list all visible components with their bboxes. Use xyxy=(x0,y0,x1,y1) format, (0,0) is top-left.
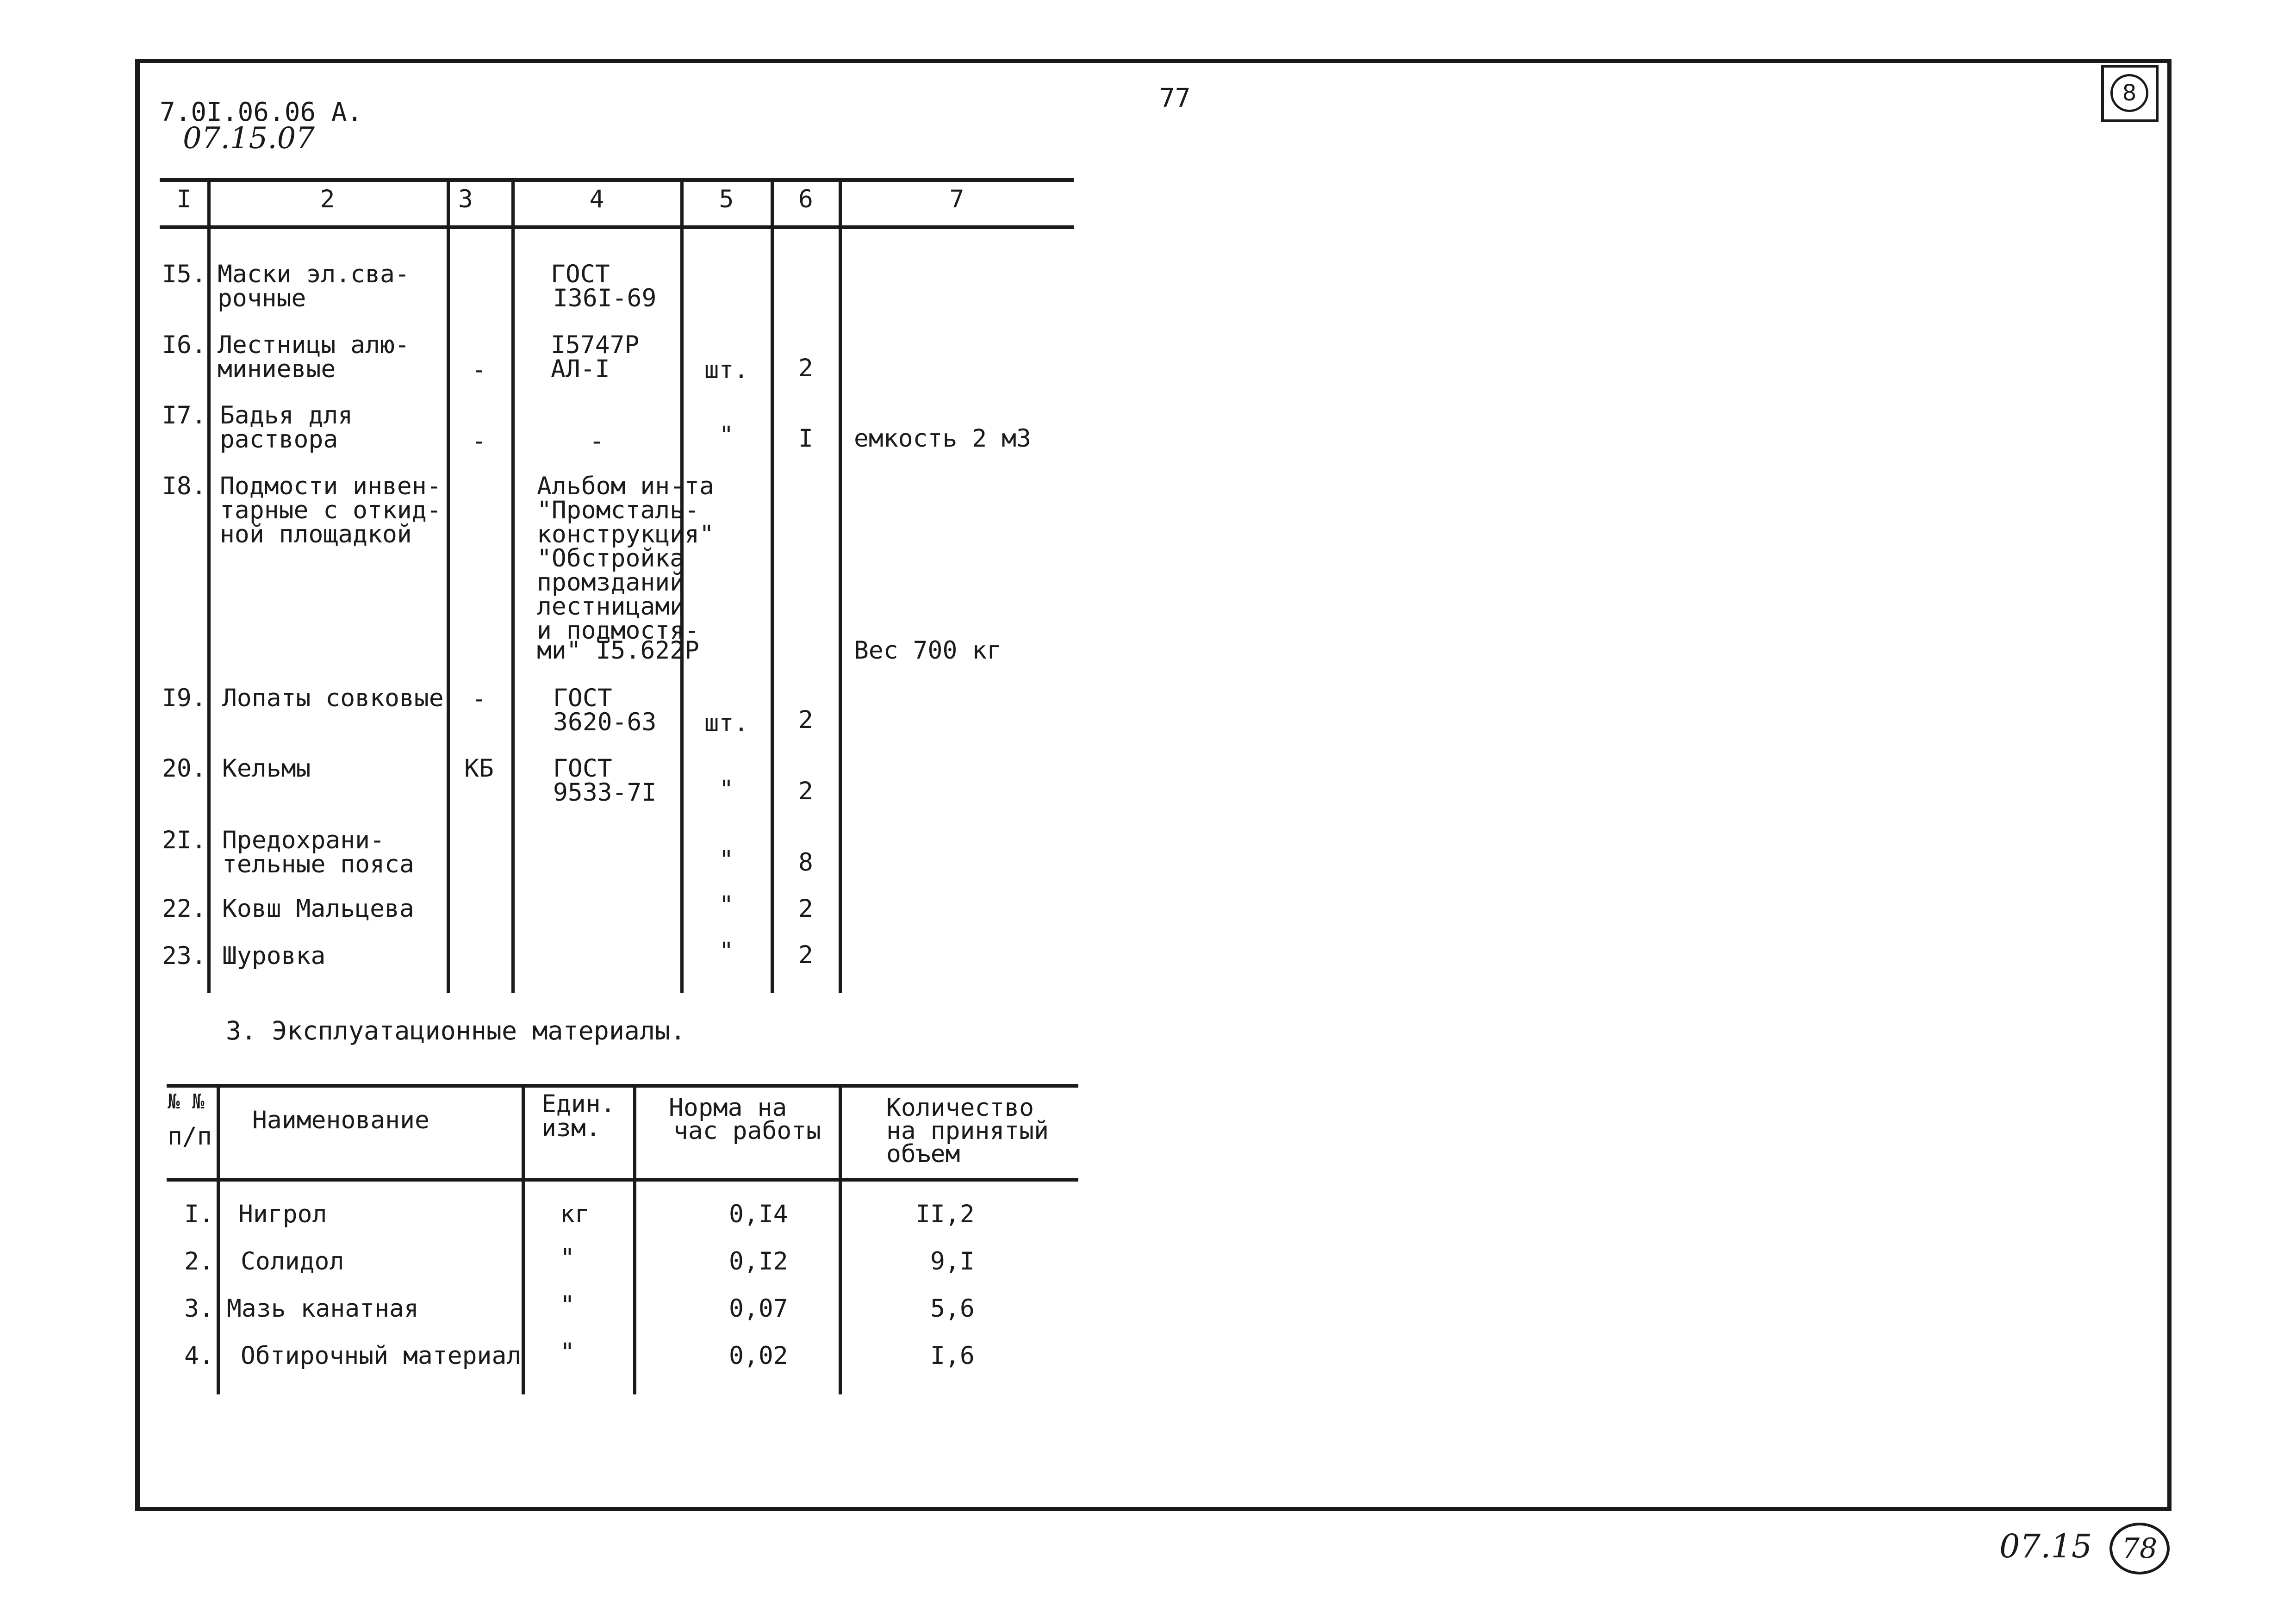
doc-code: 7.0I.06.06 А. xyxy=(160,97,363,127)
table1-col-rule xyxy=(447,180,450,993)
table2-header-qty: объем xyxy=(886,1140,960,1168)
row-standard-line: 9533-7I xyxy=(553,778,657,807)
row-col3: - xyxy=(472,685,486,713)
row-standard-line: конструкция" xyxy=(537,520,714,548)
row-name-line: миниевые xyxy=(218,355,336,383)
row-unit: шт. xyxy=(704,709,749,737)
table1-header-cell: 2 xyxy=(320,185,335,213)
row-standard-line: АЛ-I xyxy=(551,355,610,383)
row-note: Вес 700 кг xyxy=(854,636,1002,665)
row-name-line: Шуровка xyxy=(222,942,326,970)
table-row-number: 23. xyxy=(162,942,206,970)
table-row-number: 4. xyxy=(184,1342,214,1370)
row-standard-line: - xyxy=(589,427,604,455)
row-standard-line: ми" I5.622Р xyxy=(537,636,699,665)
row-note: емкость 2 м3 xyxy=(854,424,1031,453)
row-standard-line: 3620-63 xyxy=(553,708,657,736)
table2-col-rule xyxy=(217,1087,220,1394)
page-frame xyxy=(135,59,2172,1511)
table2-header-norm: час работы xyxy=(673,1117,821,1145)
row-unit: " xyxy=(719,775,734,803)
row-standard-line: ГОСТ xyxy=(553,754,612,783)
table1-top-rule xyxy=(160,178,1074,182)
row-unit: " xyxy=(560,1338,575,1366)
row-standard-line: и подмостя- xyxy=(537,616,699,645)
table2-col-rule xyxy=(839,1087,842,1394)
row-unit: " xyxy=(719,937,734,965)
table2-header-unit: Един. xyxy=(541,1090,616,1118)
table1-header-cell: 6 xyxy=(798,185,813,213)
row-standard-line: ГОСТ xyxy=(553,684,612,712)
table2-header-num: № № xyxy=(168,1090,205,1114)
table-row-number: I5. xyxy=(162,260,206,288)
table-row-number: I7. xyxy=(162,401,206,429)
page-number: 77 xyxy=(1159,83,1191,113)
row-quantity: 2 xyxy=(798,354,813,382)
row-name-line: Ковш Мальцева xyxy=(222,895,414,923)
row-col3: КБ xyxy=(464,754,494,783)
row-name: Солидол xyxy=(241,1247,344,1276)
row-name-line: Бадья для xyxy=(220,401,353,429)
table2-header-unit: изм. xyxy=(541,1114,601,1142)
row-standard-line: лестницами xyxy=(537,592,685,621)
table2-header-qty: Количество xyxy=(886,1094,1034,1122)
table-row-number: I6. xyxy=(162,331,206,359)
row-quantity: 9,I xyxy=(930,1247,975,1276)
row-name-line: ной площадкой xyxy=(220,520,412,548)
row-standard-line: "Промсталь- xyxy=(537,496,699,524)
row-name-line: Маски эл.сва- xyxy=(218,260,410,288)
row-standard-line: "Обстройка xyxy=(537,544,685,572)
row-quantity: II,2 xyxy=(915,1200,975,1228)
row-standard-line: I36I-69 xyxy=(553,284,657,312)
table1-col-rule xyxy=(511,180,515,993)
footer-code-handwritten: 07.15 xyxy=(1999,1527,2092,1565)
section-title: 3. Эксплуатационные материалы. xyxy=(226,1016,686,1045)
table1-header-rule xyxy=(160,225,1074,229)
table1-col-rule xyxy=(207,180,211,993)
row-norm: 0,02 xyxy=(729,1342,788,1370)
table1-col-rule xyxy=(839,180,842,993)
table-row-number: 2. xyxy=(184,1247,214,1276)
table2-header-norm: Норма на xyxy=(669,1094,787,1122)
table-row-number: I8. xyxy=(162,472,206,500)
table1-header-cell: 5 xyxy=(719,185,734,213)
row-standard-line: Альбом ин-та xyxy=(537,472,714,500)
table2-col-rule xyxy=(522,1087,525,1394)
row-quantity: 2 xyxy=(798,706,813,734)
table-row-number: I9. xyxy=(162,684,206,712)
row-col3: - xyxy=(472,427,486,455)
row-name-line: рочные xyxy=(218,284,306,312)
table2-header-rule xyxy=(167,1178,1078,1182)
footer-number-handwritten: 78 xyxy=(2109,1523,2170,1574)
row-unit: " xyxy=(560,1291,575,1319)
row-quantity: 2 xyxy=(798,895,813,923)
table1-header-cell: 3 xyxy=(458,185,473,213)
row-unit: " xyxy=(560,1244,575,1272)
row-col3: - xyxy=(472,356,486,384)
row-quantity: 5,6 xyxy=(930,1294,975,1323)
row-unit: " xyxy=(719,421,734,449)
table1-col-rule xyxy=(771,180,774,993)
row-unit: " xyxy=(719,891,734,919)
sheet-number: 8 xyxy=(2110,74,2148,112)
row-norm: 0,07 xyxy=(729,1294,788,1323)
table-row-number: 20. xyxy=(162,754,206,783)
row-unit: шт. xyxy=(704,356,749,384)
row-quantity: 2 xyxy=(798,777,813,805)
row-name-line: раствора xyxy=(220,425,338,454)
row-name-line: тельные пояса xyxy=(222,850,414,878)
row-name: Обтирочный материал xyxy=(241,1342,522,1370)
table1-header-cell: I xyxy=(176,185,192,213)
row-quantity: I xyxy=(798,424,813,453)
table-row-number: I. xyxy=(184,1200,214,1228)
table1-header-cell: 4 xyxy=(589,185,604,213)
row-norm: 0,I4 xyxy=(729,1200,788,1228)
row-name-line: Предохрани- xyxy=(222,826,385,854)
row-name: Нигрол xyxy=(238,1200,327,1228)
table-row-number: 22. xyxy=(162,895,206,923)
row-standard-line: промзданий xyxy=(537,568,685,597)
row-quantity: 2 xyxy=(798,941,813,969)
row-standard-line: I5747Р xyxy=(551,331,640,359)
row-norm: 0,I2 xyxy=(729,1247,788,1276)
row-unit: кг xyxy=(560,1200,590,1228)
table-row-number: 2I. xyxy=(162,826,206,854)
row-name-line: Подмости инвен- xyxy=(220,472,442,500)
table1-header-cell: 7 xyxy=(949,185,964,213)
row-name: Мазь канатная xyxy=(227,1294,419,1323)
table2-header-num: п/п xyxy=(168,1122,212,1151)
row-quantity: I,6 xyxy=(930,1342,975,1370)
row-unit: " xyxy=(719,846,734,874)
row-name-line: тарные с откид- xyxy=(220,496,442,524)
row-standard-line: ГОСТ xyxy=(551,260,610,288)
row-name-line: Кельмы xyxy=(222,754,311,783)
row-quantity: 8 xyxy=(798,848,813,877)
row-name-line: Лопаты совковые xyxy=(222,684,444,712)
table2-top-rule xyxy=(167,1084,1078,1088)
doc-code-handwritten: 07.15.07 xyxy=(183,121,315,156)
table2-header-qty: на принятый xyxy=(886,1117,1049,1145)
row-name-line: Лестницы алю- xyxy=(218,331,410,359)
table2-header-name: Наименование xyxy=(252,1106,429,1134)
table-row-number: 3. xyxy=(184,1294,214,1323)
table2-col-rule xyxy=(633,1087,636,1394)
